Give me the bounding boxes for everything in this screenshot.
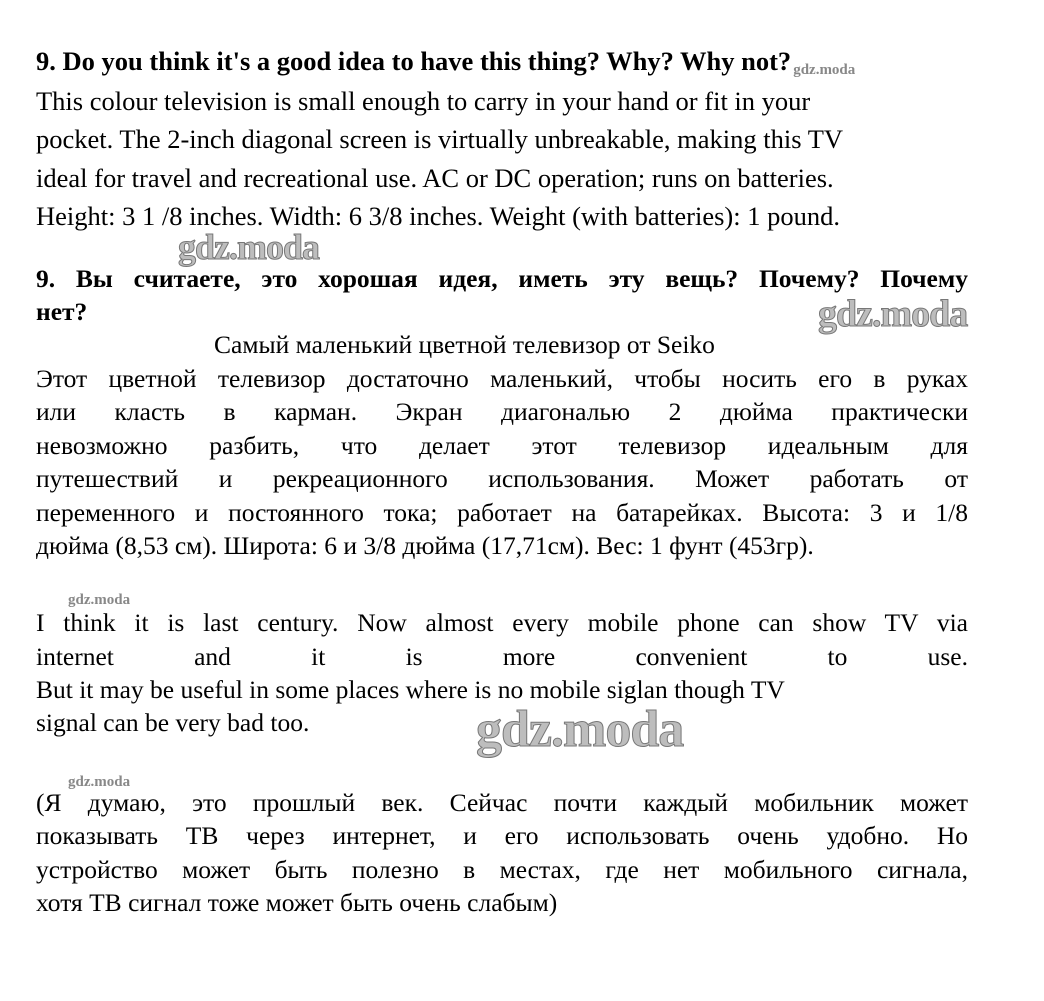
text-line: или класть в карман. Экран диагональю 2 дюйма практически xyxy=(36,397,968,426)
text-line: internet and it is more convenient to use. xyxy=(36,642,968,671)
text-line: переменного и постоянного тока; работает на батарейках. Высота: 3 и 1/8 xyxy=(36,498,968,527)
watermark: gdz.moda xyxy=(793,62,856,78)
text-line: pocket. The 2-inch diagonal screen is virtually unbreakable, making this TV xyxy=(36,124,844,154)
text-line: путешествий и рекреационного использования. Может работать от xyxy=(36,464,968,493)
text-line: нет? xyxy=(36,297,88,326)
watermark: gdz.moda xyxy=(818,293,968,335)
text-line: 9. Вы считаете, это хорошая идея, иметь эту вещь? Почему? Почему xyxy=(36,264,968,293)
text-line: хотя ТВ сигнал тоже может быть очень слабым) xyxy=(36,888,558,917)
text-line: This colour television is small enough to carry in your hand or fit in your xyxy=(36,86,811,116)
text-line: (Я думаю, это прошлый век. Сейчас почти каждый мобильник может xyxy=(36,788,968,817)
text-line: устройство может быть полезно в местах, где нет мобильного сигнала, xyxy=(36,855,968,884)
text-line: дюйма (8,53 см). Широта: 6 и 3/8 дюйма (17,71см). Вес: 1 фунт (453гр). xyxy=(36,531,814,560)
text-line: невозможно разбить, что делает этот телевизор идеальным для xyxy=(36,431,968,460)
en-question xyxy=(36,46,968,77)
text-line: показывать ТВ через интернет, и его использовать очень удобно. Но xyxy=(36,821,968,850)
text-line: Height: 3 1 /8 inches. Width: 6 3/8 inches. Weight (with batteries): 1 pound. xyxy=(36,201,840,231)
text-line: I think it is last century. Now almost every mobile phone can show TV via xyxy=(36,608,968,637)
text-line: ideal for travel and recreational use. AC or DC operation; runs on batteries. xyxy=(36,163,834,193)
ru-subtitle: Самый маленький цветной телевизор от Seiko xyxy=(214,330,715,359)
text-line: But it may be useful in some places where is no mobile siglan though TV xyxy=(36,675,785,704)
text-line: signal can be very bad too. xyxy=(36,708,310,737)
watermark: gdz.moda xyxy=(476,701,684,758)
watermark: gdz.moda xyxy=(68,592,131,608)
text-line: Этот цветной телевизор достаточно маленький, чтобы носить его в руках xyxy=(36,364,968,393)
watermark: gdz.moda xyxy=(178,227,320,267)
en-question-text: 9. Do you think it's a good idea to have this thing? Why? Why not? xyxy=(36,46,792,76)
watermark: gdz.moda xyxy=(68,774,131,790)
